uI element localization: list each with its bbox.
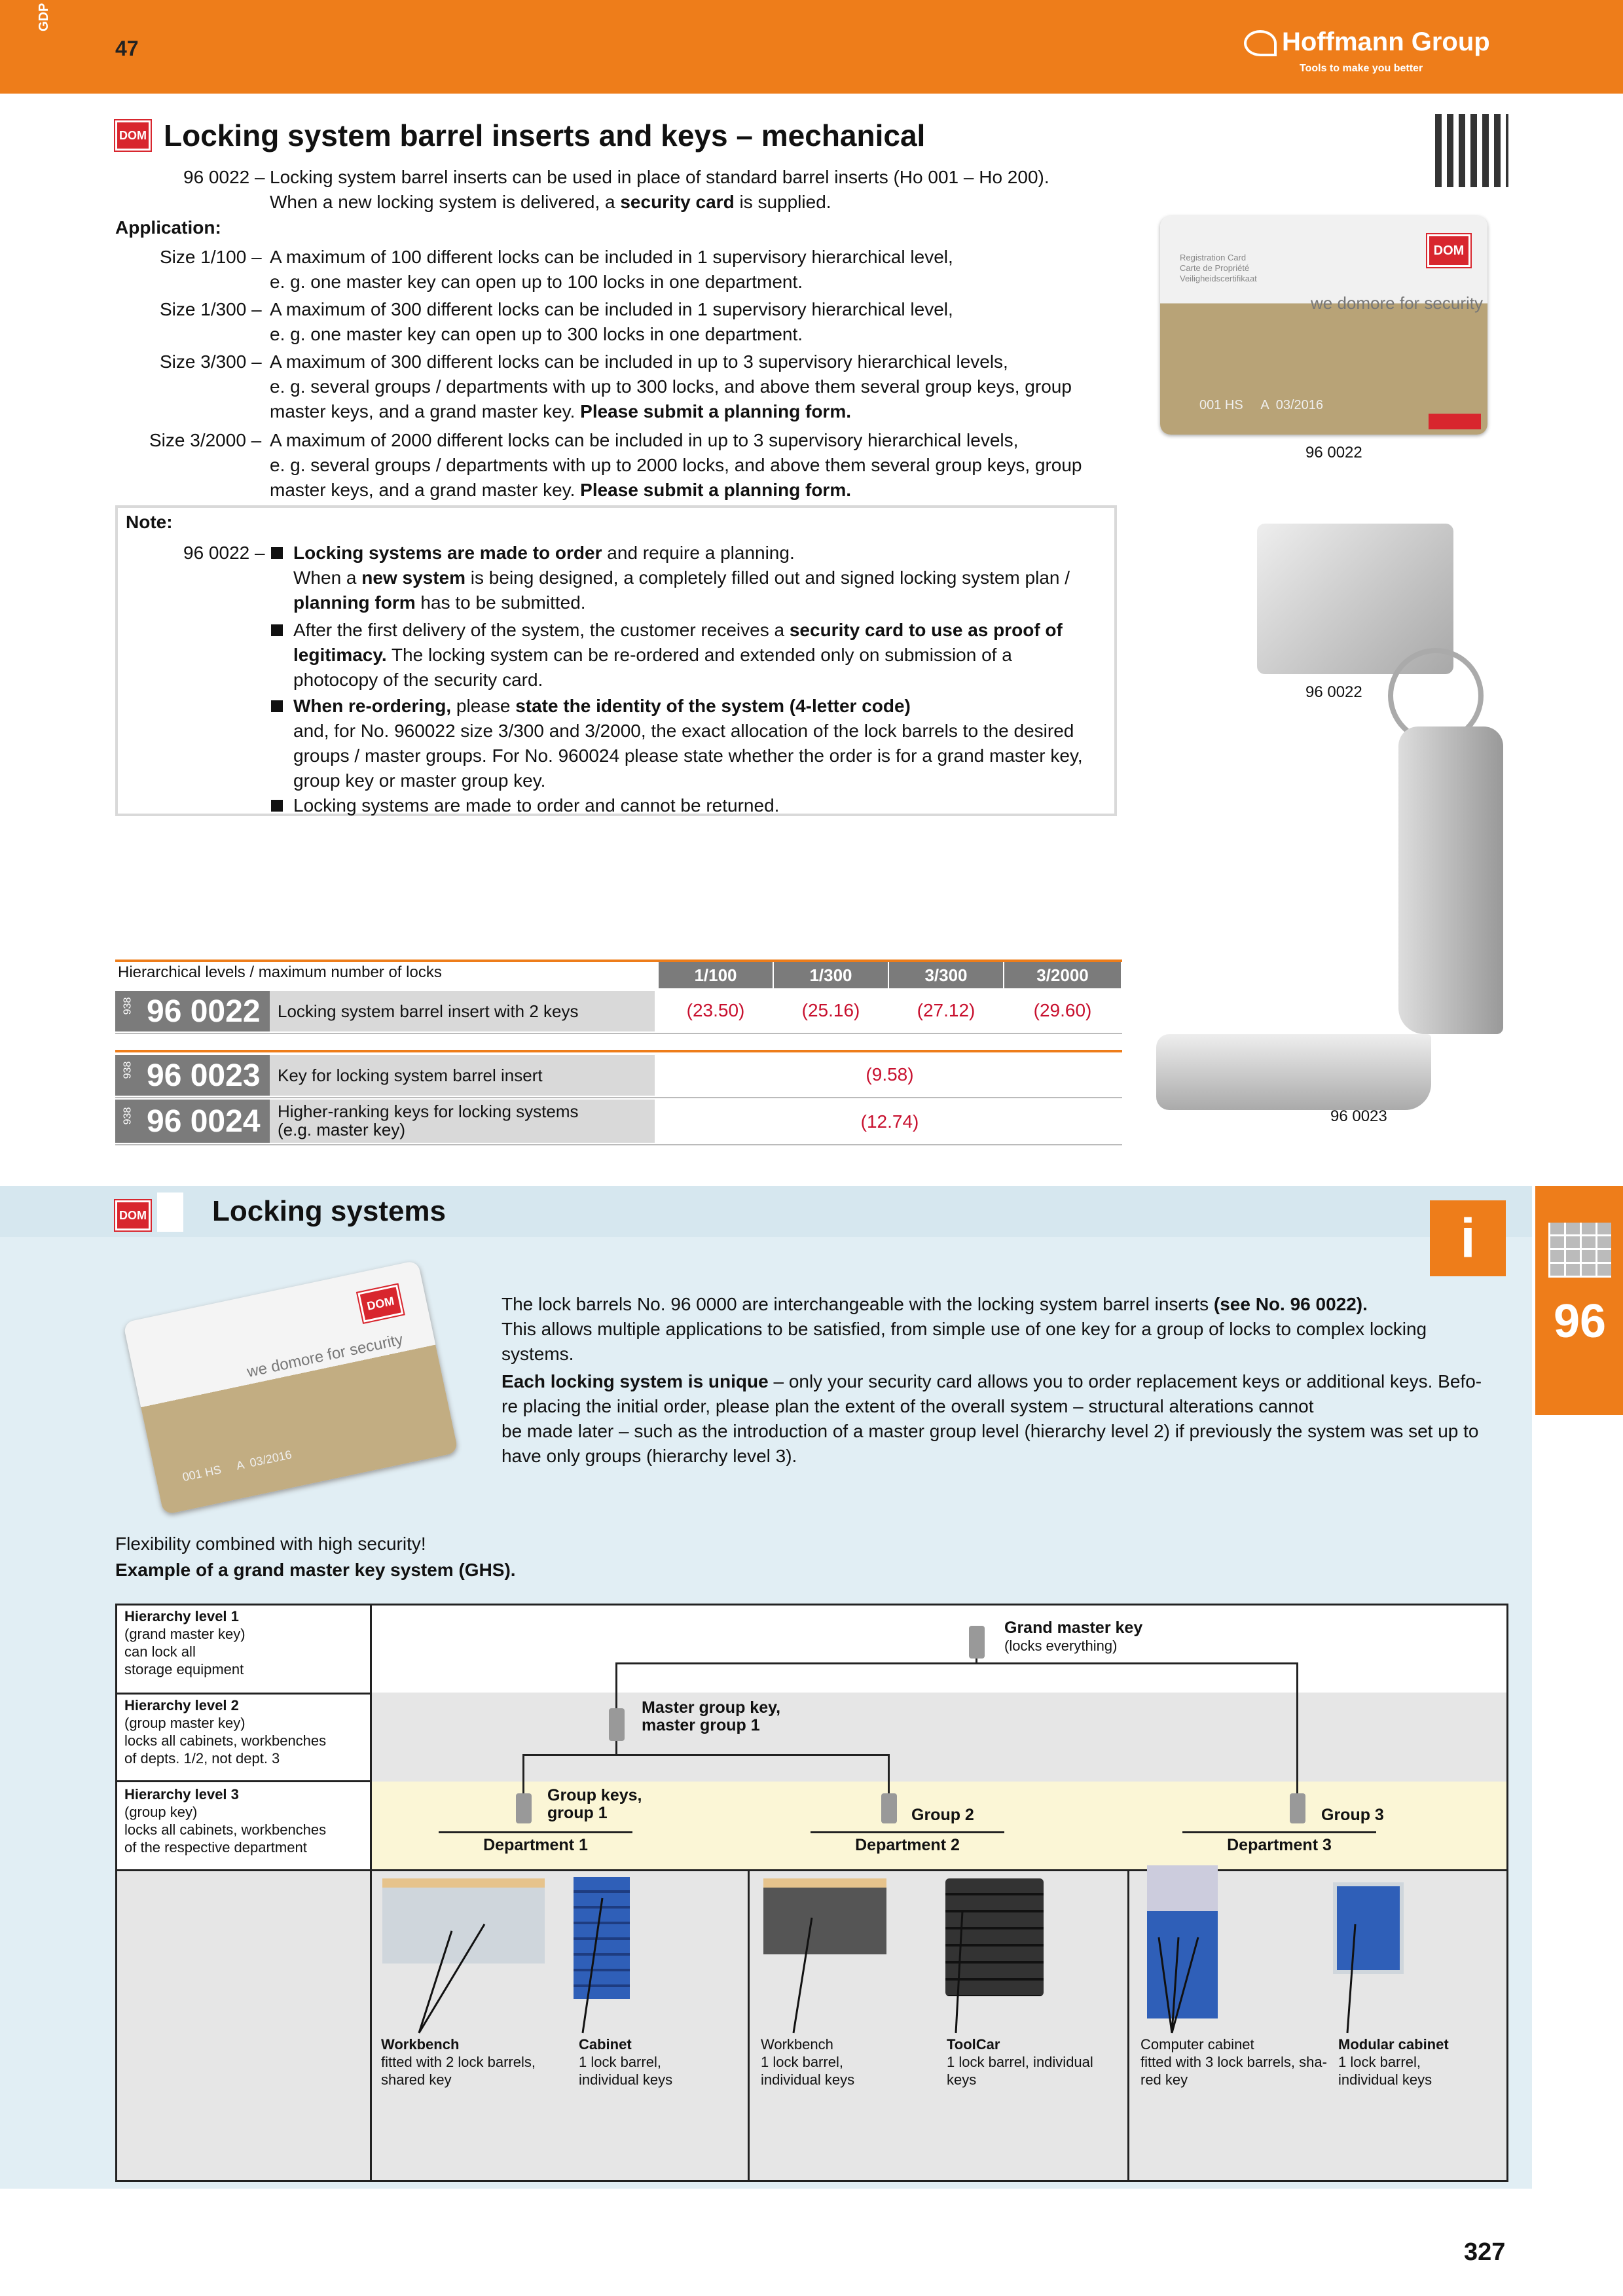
note-line: After the first delivery of the system, the customer receives a security card to use as proof of <box>293 620 1063 640</box>
article-code: 938 <box>122 997 134 1015</box>
article-code: 938 <box>122 1107 134 1125</box>
group-key-label: Group 3 <box>1321 1806 1384 1824</box>
card-code: 001 HS A 03/2016 <box>181 1448 293 1484</box>
product-caption: ToolCar 1 lock barrel, individual keys <box>947 2036 1093 2088</box>
grand-master-key-label: Grand master key (locks everything) <box>1004 1619 1143 1654</box>
card-code: 001 HS A 03/2016 <box>1199 398 1324 412</box>
article-description: Key for locking system barrel insert <box>270 1055 655 1096</box>
note-line: group key or master group key. <box>293 770 546 791</box>
paragraph-line: The lock barrels No. 96 0000 are interchangeable with the locking system barrel inserts (see No. 96 0022). <box>501 1294 1368 1314</box>
dom-logo: DOM <box>115 1200 151 1230</box>
application-text: e. g. several groups / departments with up to 300 locks, and above them several group keys, group <box>270 376 1072 397</box>
note-line: When a new system is being designed, a completely filled out and signed locking system plan / <box>293 567 1070 588</box>
note-line: and, for No. 960022 size 3/300 and 3/2000, the exact allocation of the lock barrels to the desired <box>293 721 1074 741</box>
application-text: e. g. one master key can open up to 100 locks in one department. <box>270 272 803 292</box>
footer-page-number: 327 <box>1464 2238 1506 2266</box>
note-line: legitimacy. The locking system can be re-ordered and extended only on submission of a <box>293 645 1012 665</box>
example-heading: Example of a grand master key system (GHS). <box>115 1560 516 1580</box>
paragraph-line: re placing the initial order, please plan the extent of the overall system – structural alterations cannot <box>501 1396 1314 1416</box>
card-title: Registration Card Carte de Propriété Veiligheidscertifikaat <box>1180 253 1257 283</box>
intro-line-2: When a new locking system is delivered, a security card is supplied. <box>270 192 831 212</box>
hierarchy-level-label: Hierarchy level 3 (group key) locks all cabinets, workbenches of the respective department <box>124 1786 327 1856</box>
brand-tagline: Tools to make you better <box>1300 63 1423 74</box>
paragraph-line: This allows multiple applications to be satisfied, from simple use of one key for a group of locks to complex locking <box>501 1319 1427 1339</box>
intro-line-1: Locking system barrel inserts can be used in place of standard barrel inserts (Ho 001 – Ho 200). <box>270 167 1049 187</box>
section-title: Locking system barrel inserts and keys – mechanical <box>164 118 926 152</box>
size-header: 1/300 <box>774 962 888 988</box>
side-code: GDP <box>37 3 51 31</box>
note-label: Note: <box>126 512 173 532</box>
card-dom-logo: DOM <box>1427 234 1470 267</box>
table-header-label: Hierarchical levels / maximum number of locks <box>118 963 442 981</box>
application-size: Size 3/2000 – <box>149 430 262 450</box>
application-label: Application: <box>115 217 221 238</box>
hierarchy-level-label: Hierarchy level 2 (group master key) locks all cabinets, workbenches of depts. 1/2, not dept. 3 <box>124 1697 327 1767</box>
size-header: 3/2000 <box>1004 962 1121 988</box>
department-label: Department 2 <box>855 1836 960 1854</box>
price-cell: (29.60) <box>1033 1000 1092 1020</box>
price-cell: (12.74) <box>860 1111 919 1132</box>
note-ref: 96 0022 – <box>183 543 265 563</box>
price-cell: (27.12) <box>917 1000 976 1020</box>
article-number: 96 0022 <box>147 994 261 1029</box>
note-line: Locking systems are made to order and cannot be returned. <box>293 795 780 816</box>
page-number-top: 47 <box>115 37 139 60</box>
intro-ref: 96 0022 – <box>183 167 265 187</box>
note-line: When re-ordering, please state the identity of the system (4-letter code) <box>293 696 911 716</box>
article-code: 938 <box>122 1061 134 1079</box>
card-slogan: we domore for security <box>245 1331 405 1381</box>
application-text: master keys, and a grand master key. Please submit a planning form. <box>270 401 852 422</box>
group-key-label: Group 2 <box>911 1806 974 1824</box>
note-line: groups / master groups. For No. 960024 please state whether the order is for a grand master key, <box>293 745 1083 766</box>
product-caption: Workbench fitted with 2 lock barrels, shared key <box>381 2036 536 2088</box>
price-cell: (9.58) <box>866 1064 914 1085</box>
hierarchy-level-label: Hierarchy level 1 (grand master key) can lock all storage equipment <box>124 1608 246 1677</box>
dom-logo: DOM <box>115 120 151 151</box>
article-number: 96 0024 <box>147 1104 261 1139</box>
price-cell: (25.16) <box>801 1000 860 1020</box>
application-size: Size 3/300 – <box>160 351 262 372</box>
price-cell: (23.50) <box>686 1000 745 1020</box>
product-caption: Modular cabinet 1 lock barrel, individual keys <box>1338 2036 1449 2088</box>
group-key-label: Group keys, group 1 <box>547 1786 642 1822</box>
size-header: 1/100 <box>659 962 773 988</box>
card-slogan: we domore for security <box>1311 293 1483 313</box>
application-text: master keys, and a grand master key. Please submit a planning form. <box>270 480 852 500</box>
image-caption: 96 0023 <box>1330 1107 1387 1125</box>
brand-logo: Hoffmann Group <box>1244 27 1490 57</box>
article-description: Locking system barrel insert with 2 keys <box>270 991 655 1031</box>
section2-title: Locking systems <box>212 1195 447 1227</box>
master-group-key-label: Master group key, master group 1 <box>642 1698 781 1734</box>
note-line: planning form has to be submitted. <box>293 592 586 613</box>
product-caption: Computer cabinet fitted with 3 lock barrels, sha- red key <box>1140 2036 1327 2088</box>
application-text: A maximum of 100 different locks can be included in 1 supervisory hierarchical level, <box>270 247 953 267</box>
product-caption: Cabinet 1 lock barrel, individual keys <box>579 2036 673 2088</box>
application-text: e. g. one master key can open up to 300 locks in one department. <box>270 324 803 344</box>
application-size: Size 1/300 – <box>160 299 262 319</box>
article-description: Higher-ranking keys for locking systems (e.g. master key) <box>270 1100 655 1143</box>
size-header: 3/300 <box>889 962 1003 988</box>
note-line: Locking systems are made to order and require a planning. <box>293 543 795 563</box>
chapter-number: 96 <box>1554 1295 1607 1348</box>
paragraph-line: systems. <box>501 1344 574 1364</box>
info-icon: i <box>1430 1200 1506 1276</box>
image-caption: 96 0022 <box>1305 444 1362 461</box>
article-number: 96 0023 <box>147 1058 261 1093</box>
paragraph-line: have only groups (hierarchy level 3). <box>501 1446 797 1466</box>
application-text: A maximum of 300 different locks can be included in 1 supervisory hierarchical level, <box>270 299 953 319</box>
application-text: A maximum of 2000 different locks can be included in up to 3 supervisory hierarchical levels, <box>270 430 1019 450</box>
application-text: e. g. several groups / departments with up to 2000 locks, and above them several group keys, group <box>270 455 1082 475</box>
product-caption: Workbench 1 lock barrel, individual keys <box>761 2036 855 2088</box>
image-caption: 96 0022 <box>1305 683 1362 701</box>
department-label: Department 3 <box>1227 1836 1332 1854</box>
application-size: Size 1/100 – <box>160 247 262 267</box>
application-text: A maximum of 300 different locks can be included in up to 3 supervisory hierarchical levels, <box>270 351 1008 372</box>
flex-text: Flexibility combined with high security! <box>115 1534 426 1554</box>
paragraph-line: Each locking system is unique – only your security card allows you to order replacement keys or additional keys. Befo- <box>501 1371 1482 1391</box>
note-line: photocopy of the security card. <box>293 670 543 690</box>
card-dom-logo: DOM <box>357 1285 403 1323</box>
department-label: Department 1 <box>483 1836 588 1854</box>
paragraph-line: be made later – such as the introduction of a master group level (hierarchy level 2) if previously the system was set up to <box>501 1421 1479 1441</box>
